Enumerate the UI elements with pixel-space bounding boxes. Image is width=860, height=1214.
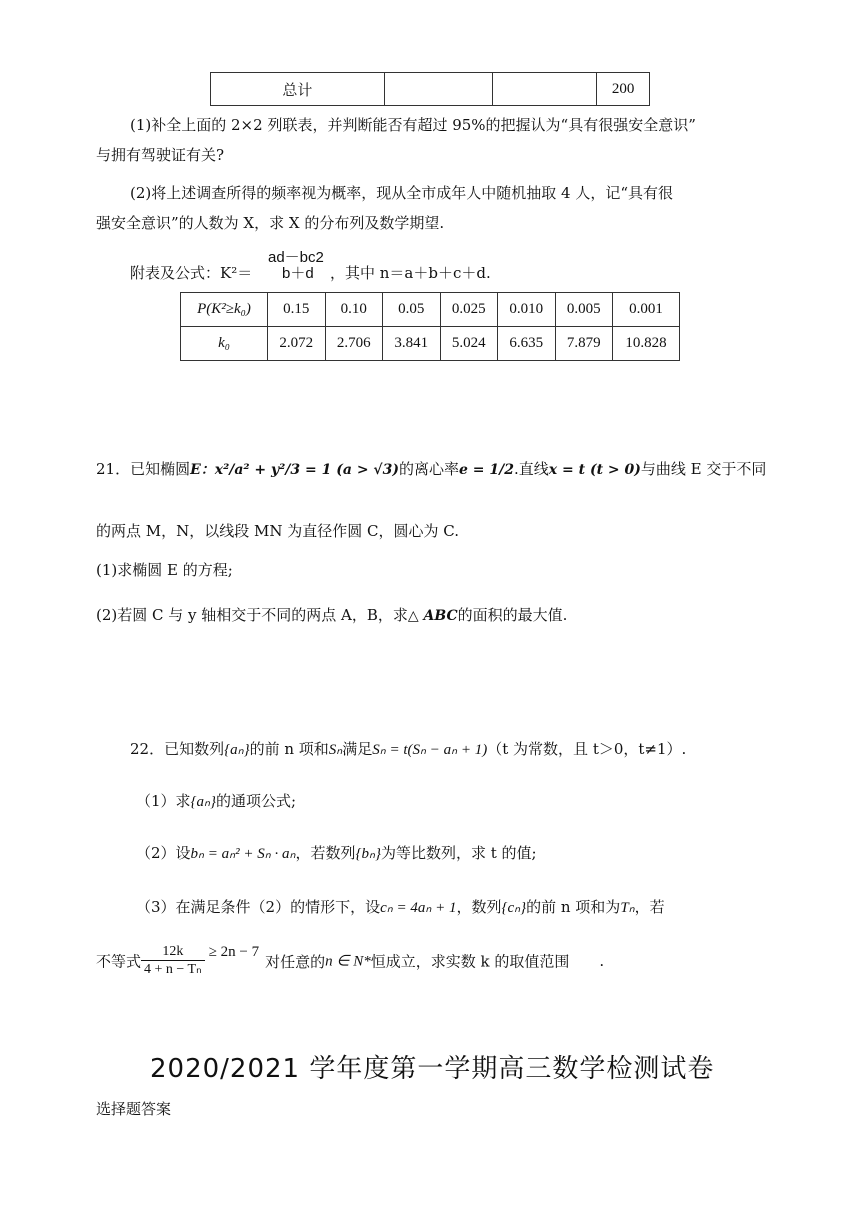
empty-cell [492, 73, 596, 106]
sum-t: Tₙ [620, 900, 635, 916]
sequence-a: {aₙ} [224, 742, 250, 758]
q22-text: 对任意的 [265, 952, 326, 971]
q22-text: （2）设 [136, 844, 191, 862]
q21-line2: 的两点 M，N，以线段 MN 为直径作圆 C，圆心为 C. [96, 522, 459, 540]
k-row [181, 327, 680, 361]
p-cell: 0.001 [613, 293, 680, 327]
q21-line1 [96, 458, 766, 479]
q21-part2 [96, 604, 567, 625]
q20-part1: (1)补全上面的 2×2 列联表，并判断能否有超过 95%的把握认为“具有很强安全意识” [130, 116, 696, 134]
q22-text: 22．已知数列 [130, 740, 225, 758]
q22-text: （1）求 [136, 792, 191, 810]
inequality-fraction [141, 944, 205, 978]
n-in-naturals: n ∈ N* [325, 953, 371, 970]
q22-part2 [136, 842, 537, 863]
p-cell: 0.05 [383, 293, 441, 327]
q22-inequality-line [96, 944, 604, 978]
triangle-abc: △ ABC [407, 608, 458, 624]
sequence-b: {bₙ} [355, 846, 381, 862]
k-cell: 10.828 [613, 327, 680, 361]
p-cell: 0.10 [325, 293, 383, 327]
k-cell: 6.635 [498, 327, 556, 361]
p-header-cell: P(K²≥k₀) [181, 293, 268, 327]
relation: Sₙ = t(Sₙ − aₙ + 1) [372, 742, 488, 758]
q21-text: 的面积的最大值. [457, 606, 568, 624]
q22-text: ，若 [634, 898, 665, 916]
sum-s: Sₙ [328, 742, 343, 758]
q22-text: 为等比数列，求 t 的值; [380, 844, 537, 862]
inequality-rhs: ≥ 2n − 7 [208, 944, 260, 960]
q20-part2-cont: 强安全意识”的人数为 X，求 X 的分布列及数学期望. [96, 214, 445, 232]
k-cell: 7.879 [555, 327, 613, 361]
q22-line1 [130, 738, 686, 759]
q20-part2: (2)将上述调查所得的频率视为概率，现从全市成年人中随机抽取 4 人，记“具有很 [130, 184, 673, 202]
q22-part1 [136, 790, 296, 811]
fraction-numerator: 12k [141, 944, 205, 961]
q22-text: （3）在满足条件（2）的情形下，设 [136, 898, 381, 916]
contingency-table-total-row [210, 72, 650, 106]
exam-title: 2020/2021 学年度第一学期高三数学检测试卷 [150, 1054, 715, 1084]
formula-prefix: 附表及公式：K²＝ [130, 264, 253, 282]
q22-text: ，若数列 [295, 844, 356, 862]
formula-numerator: ad－bc2 [268, 249, 324, 266]
sequence-a: {aₙ} [190, 794, 217, 810]
cn-definition: cₙ = 4aₙ + 1 [380, 900, 457, 916]
q21-text: 与曲线 E 交于不同 [640, 460, 767, 478]
sequence-c: {cₙ} [501, 900, 527, 916]
q22-text: 的前 n 项和为 [526, 898, 621, 916]
p-cell: 0.005 [555, 293, 613, 327]
eccentricity: e = 1/2 [459, 462, 514, 478]
p-row [181, 293, 680, 327]
q22-period: . [599, 952, 605, 970]
critical-value-table [180, 292, 680, 361]
q22-text: 的前 n 项和 [249, 740, 329, 758]
total-value-cell: 200 [597, 73, 650, 106]
q22-text: 满足 [342, 740, 373, 758]
fraction-denominator: 4 + n − Tₙ [144, 962, 202, 977]
q21-part1: (1)求椭圆 E 的方程; [96, 561, 233, 579]
k-cell: 3.841 [383, 327, 441, 361]
p-cell: 0.025 [440, 293, 498, 327]
q21-text: .直线 [514, 460, 549, 478]
k-cell: 2.072 [268, 327, 326, 361]
k-header-cell: k₀ [181, 327, 268, 361]
q21-text: (2)若圆 C 与 y 轴相交于不同的两点 A，B，求 [96, 606, 408, 624]
p-cell: 0.15 [268, 293, 326, 327]
ellipse-equation: E：x²/a² + y²/3 = 1 (a > √3) [190, 462, 399, 478]
total-label-cell: 总计 [211, 73, 385, 106]
q20-part1-cont: 与拥有驾驶证有关? [96, 146, 225, 164]
q22-text: 的通项公式; [216, 792, 297, 810]
q21-text: 的离心率 [399, 460, 460, 478]
q22-text: ，数列 [456, 898, 502, 916]
bn-definition: bₙ = aₙ² + Sₙ · aₙ [190, 846, 296, 862]
q22-text: 不等式 [96, 952, 142, 971]
formula-denominator: b＋d [282, 265, 314, 282]
answers-subtitle: 选择题答案 [96, 1100, 172, 1118]
formula-suffix: ，其中 n＝a＋b＋c＋d. [330, 264, 491, 282]
q22-part3 [136, 896, 665, 917]
p-cell: 0.010 [498, 293, 556, 327]
q22-text: （t 为常数，且 t＞0，t≠1）. [487, 740, 687, 758]
k-cell: 5.024 [440, 327, 498, 361]
k-cell: 2.706 [325, 327, 383, 361]
empty-cell [384, 73, 492, 106]
q21-intro: 21．已知椭圆 [96, 460, 191, 478]
line-equation: x = t (t > 0) [548, 462, 641, 478]
q22-text: 恒成立，求实数 k 的取值范围 [370, 952, 570, 971]
